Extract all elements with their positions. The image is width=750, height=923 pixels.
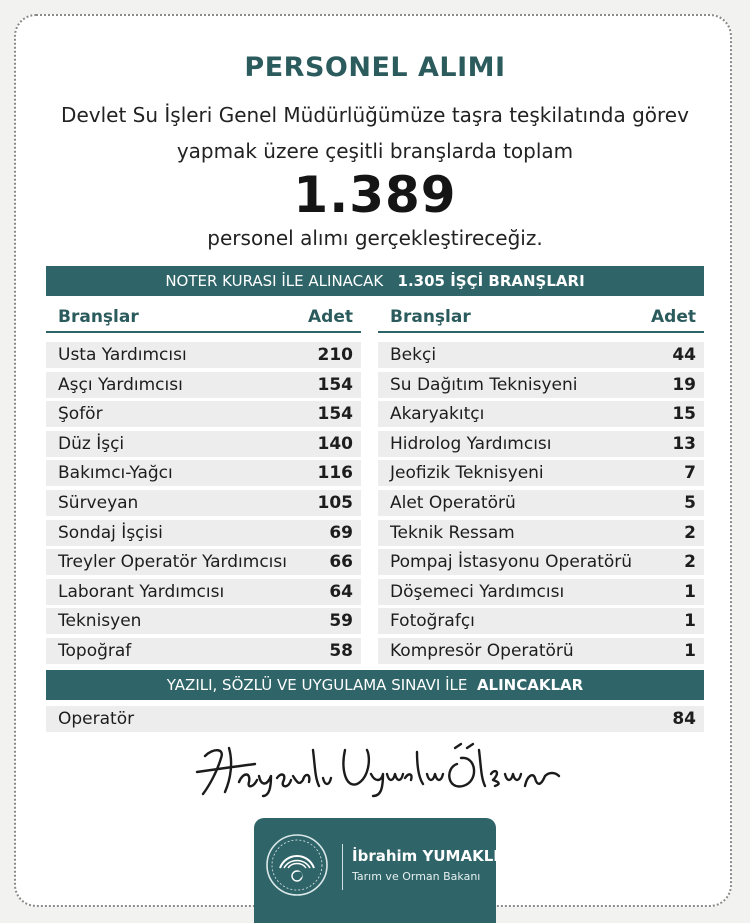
branch-name: Bekçi bbox=[390, 345, 437, 365]
branch-count: 5 bbox=[684, 492, 696, 513]
branch-name: Döşemeci Yardımcısı bbox=[390, 581, 565, 602]
intro-line-1: Devlet Su İşleri Genel Müdürlüğümüze taşra teşkilatında görev bbox=[61, 103, 689, 127]
branch-count: 59 bbox=[329, 611, 353, 632]
table-row bbox=[378, 372, 704, 398]
branch-name: Fotoğrafçı bbox=[390, 611, 475, 632]
table-row bbox=[46, 460, 361, 486]
branch-name: Hidrolog Yardımcısı bbox=[390, 433, 552, 454]
table-row bbox=[46, 579, 361, 605]
branch-name: Usta Yardımcısı bbox=[58, 345, 187, 365]
table-row bbox=[378, 460, 704, 486]
branch-name: Treyler Operatör Yardımcısı bbox=[58, 552, 287, 573]
branch-count: 44 bbox=[672, 345, 696, 365]
branch-name: Şoför bbox=[58, 404, 103, 425]
branch-count: 13 bbox=[672, 433, 696, 454]
branch-name: Operatör bbox=[58, 709, 135, 729]
branch-name: Kompresör Operatörü bbox=[390, 640, 574, 661]
branch-name: Teknisyen bbox=[58, 611, 142, 632]
branch-count: 116 bbox=[317, 463, 353, 484]
intro-line-3: personel alımı gerçekleştireceğiz. bbox=[207, 226, 543, 250]
count-header: Adet bbox=[308, 307, 353, 327]
branch-name: Su Dağıtım Teknisyeni bbox=[390, 374, 578, 395]
table-row bbox=[46, 431, 361, 457]
table-row bbox=[378, 579, 704, 605]
branch-count: 66 bbox=[329, 552, 353, 573]
branch-count: 154 bbox=[317, 404, 353, 425]
table-row bbox=[378, 431, 704, 457]
branch-name: Topoğraf bbox=[58, 640, 132, 661]
minister-footer bbox=[254, 818, 499, 923]
branch-count: 19 bbox=[672, 374, 696, 395]
branch-name: Sürveyan bbox=[58, 492, 139, 513]
branch-count: 1 bbox=[684, 581, 696, 602]
branch-count: 69 bbox=[329, 522, 353, 543]
ministry-emblem-icon bbox=[262, 830, 332, 900]
branch-name: Akaryakıtçı bbox=[390, 404, 485, 425]
band-label: NOTER KURASI İLE ALINACAK bbox=[165, 272, 384, 290]
operator-row bbox=[46, 706, 704, 732]
branch-count: 2 bbox=[684, 552, 696, 573]
branch-header: Branşlar bbox=[58, 307, 139, 327]
branch-name: Sondaj İşçisi bbox=[58, 522, 163, 543]
branch-count: 140 bbox=[317, 433, 353, 454]
left-branch-list bbox=[46, 342, 361, 668]
column-header-left bbox=[46, 301, 361, 333]
table-row bbox=[46, 342, 361, 368]
branch-count: 2 bbox=[684, 522, 696, 543]
branch-name: Bakımcı-Yağcı bbox=[58, 463, 173, 484]
branch-count: 84 bbox=[672, 709, 696, 729]
right-branch-list bbox=[378, 342, 704, 668]
band-label: YAZILI, SÖZLÜ VE UYGULAMA SINAVI İLE bbox=[166, 676, 468, 694]
table-row bbox=[378, 490, 704, 516]
band-label-bold: 1.305 İŞÇİ BRANŞLARI bbox=[397, 272, 585, 290]
table-row bbox=[378, 549, 704, 575]
branch-count: 15 bbox=[672, 404, 696, 425]
branch-name: Düz İşçi bbox=[58, 433, 125, 454]
branch-count: 105 bbox=[317, 492, 353, 513]
section-band-exam bbox=[46, 670, 704, 700]
branch-count: 7 bbox=[684, 463, 696, 484]
branch-name: Alet Operatörü bbox=[390, 492, 516, 513]
footer-divider bbox=[342, 844, 343, 890]
branch-count: 154 bbox=[317, 374, 353, 395]
branch-count: 210 bbox=[317, 345, 353, 365]
table-row bbox=[46, 549, 361, 575]
table-row bbox=[46, 372, 361, 398]
table-row bbox=[46, 608, 361, 634]
table-row bbox=[378, 638, 704, 664]
band-label-bold: ALINCAKLAR bbox=[476, 676, 584, 694]
table-row bbox=[378, 520, 704, 546]
minister-name: İbrahim YUMAKLI bbox=[352, 847, 499, 865]
branch-header: Branşlar bbox=[390, 307, 471, 327]
branch-name: Laborant Yardımcısı bbox=[58, 581, 225, 602]
total-count: 1.389 bbox=[293, 166, 457, 224]
table-row bbox=[378, 608, 704, 634]
branch-name: Aşçı Yardımcısı bbox=[58, 374, 183, 395]
branch-count: 1 bbox=[684, 611, 696, 632]
branch-name: Teknik Ressam bbox=[390, 522, 515, 543]
minister-role: Tarım ve Orman Bakanı bbox=[352, 870, 481, 883]
table-row bbox=[46, 490, 361, 516]
table-row bbox=[378, 401, 704, 427]
section-band-noter bbox=[46, 266, 704, 296]
column-header-right bbox=[378, 301, 704, 333]
table-row bbox=[378, 342, 704, 368]
signature-image bbox=[195, 742, 565, 798]
table-row bbox=[46, 638, 361, 664]
branch-count: 1 bbox=[684, 640, 696, 661]
branch-count: 58 bbox=[329, 640, 353, 661]
page-title: PERSONEL ALIMI bbox=[244, 52, 506, 83]
intro-line-2: yapmak üzere çeşitli branşlarda toplam bbox=[176, 139, 574, 163]
table-row bbox=[46, 401, 361, 427]
branch-count: 64 bbox=[329, 581, 353, 602]
count-header: Adet bbox=[651, 307, 696, 327]
branch-name: Jeofizik Teknisyeni bbox=[390, 463, 544, 484]
branch-name: Pompaj İstasyonu Operatörü bbox=[390, 552, 633, 573]
table-row bbox=[46, 520, 361, 546]
